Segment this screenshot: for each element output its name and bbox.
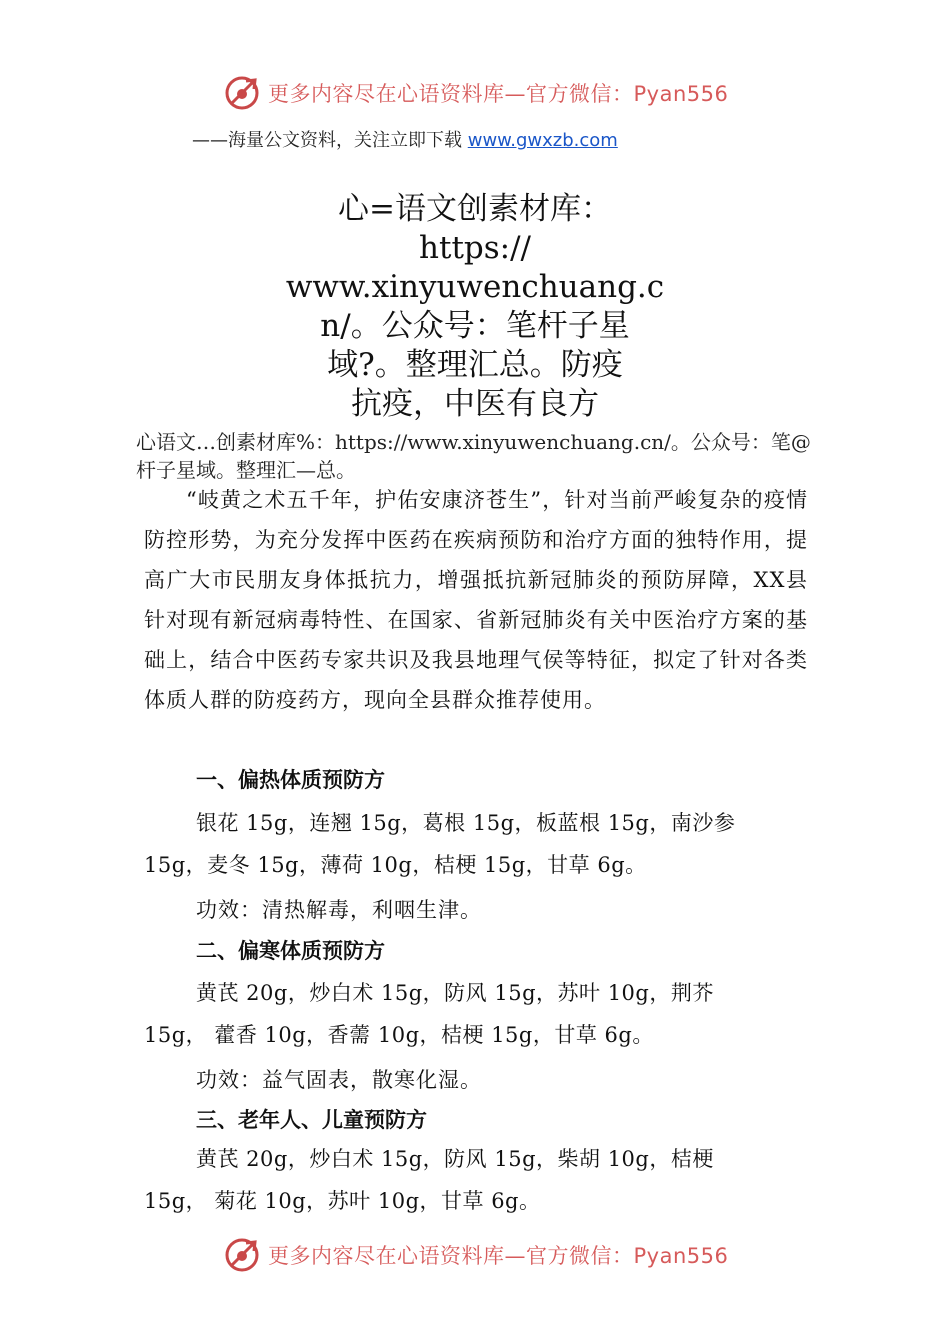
source-note: 心语文…创素材库%：https://www.xinyuwenchuang.cn/。公众号：笔@杆子星域。整理汇—总。 (136, 430, 811, 482)
effect-text: 功效：清热解毒，利咽生津。 (196, 898, 482, 922)
title-line: n/。公众号：笔杆子星 (320, 308, 630, 344)
title-line: 域?。整理汇总。防疫 (327, 347, 623, 383)
intro-paragraph: “岐黄之术五千年，护佑安康济苍生”，针对当前严峻复杂的疫情防控形势，为充分发挥中医药在疾病预防和治疗方面的独特作用，提高广大市民朋友身体抵抗力，增强抵抗新冠肺炎的预防屏障，XX县针对现有新冠病毒特性、在国家、省新冠肺炎有关中医治疗方案的基础上，结合中医药专家共识及我县地理气侯等特征，拟定了针对各类体质人群的防疫药方，现向全县群众推荐使用。 (144, 488, 808, 712)
prescription-text: 银花 15g，连翘 15g，葛根 15g，板蓝根 15g，南沙参 15g，麦冬 15g，薄荷 10g，桔梗 15g，甘草 6g。 (144, 811, 736, 877)
header-banner (222, 70, 742, 116)
prescription-text: 黄芪 20g，炒白术 15g，防风 15g，苏叶 10g，荆芥 15g， 藿香 10g，香薷 10g，桔梗 15g，甘草 6g。 (144, 981, 714, 1047)
banner-text: 更多内容尽在心语资料库—官方微信：Pyan556 (268, 82, 729, 106)
section-heading: 二、偏寒体质预防方 (196, 939, 385, 963)
download-subline (192, 126, 618, 152)
prescription-text: 黄芪 20g，炒白术 15g，防风 15g，柴胡 10g，桔梗 15g， 菊花 10g，苏叶 10g，甘草 6g。 (144, 1147, 714, 1213)
section-heading: 一、偏热体质预防方 (196, 768, 385, 792)
banner-text: 更多内容尽在心语资料库—官方微信：Pyan556 (268, 1244, 729, 1268)
document-title (200, 190, 750, 424)
brand-logo-icon (222, 1235, 262, 1275)
effect-text: 功效：益气固表，散寒化湿。 (196, 1068, 482, 1092)
title-line: https:// (419, 230, 531, 266)
title-line: 心=语文创素材库： (338, 191, 612, 227)
title-line: www.xinyuwenchuang.c (285, 269, 665, 305)
subline-prefix: ——海量公文资料，关注立即下载 (192, 130, 468, 151)
footer-banner (222, 1232, 742, 1278)
title-line: 抗疫，中医有良方 (351, 386, 599, 422)
download-link[interactable]: www.gwxzb.com (467, 130, 618, 151)
brand-logo-icon (222, 73, 262, 113)
section-heading: 三、老年人、儿童预防方 (196, 1108, 427, 1132)
